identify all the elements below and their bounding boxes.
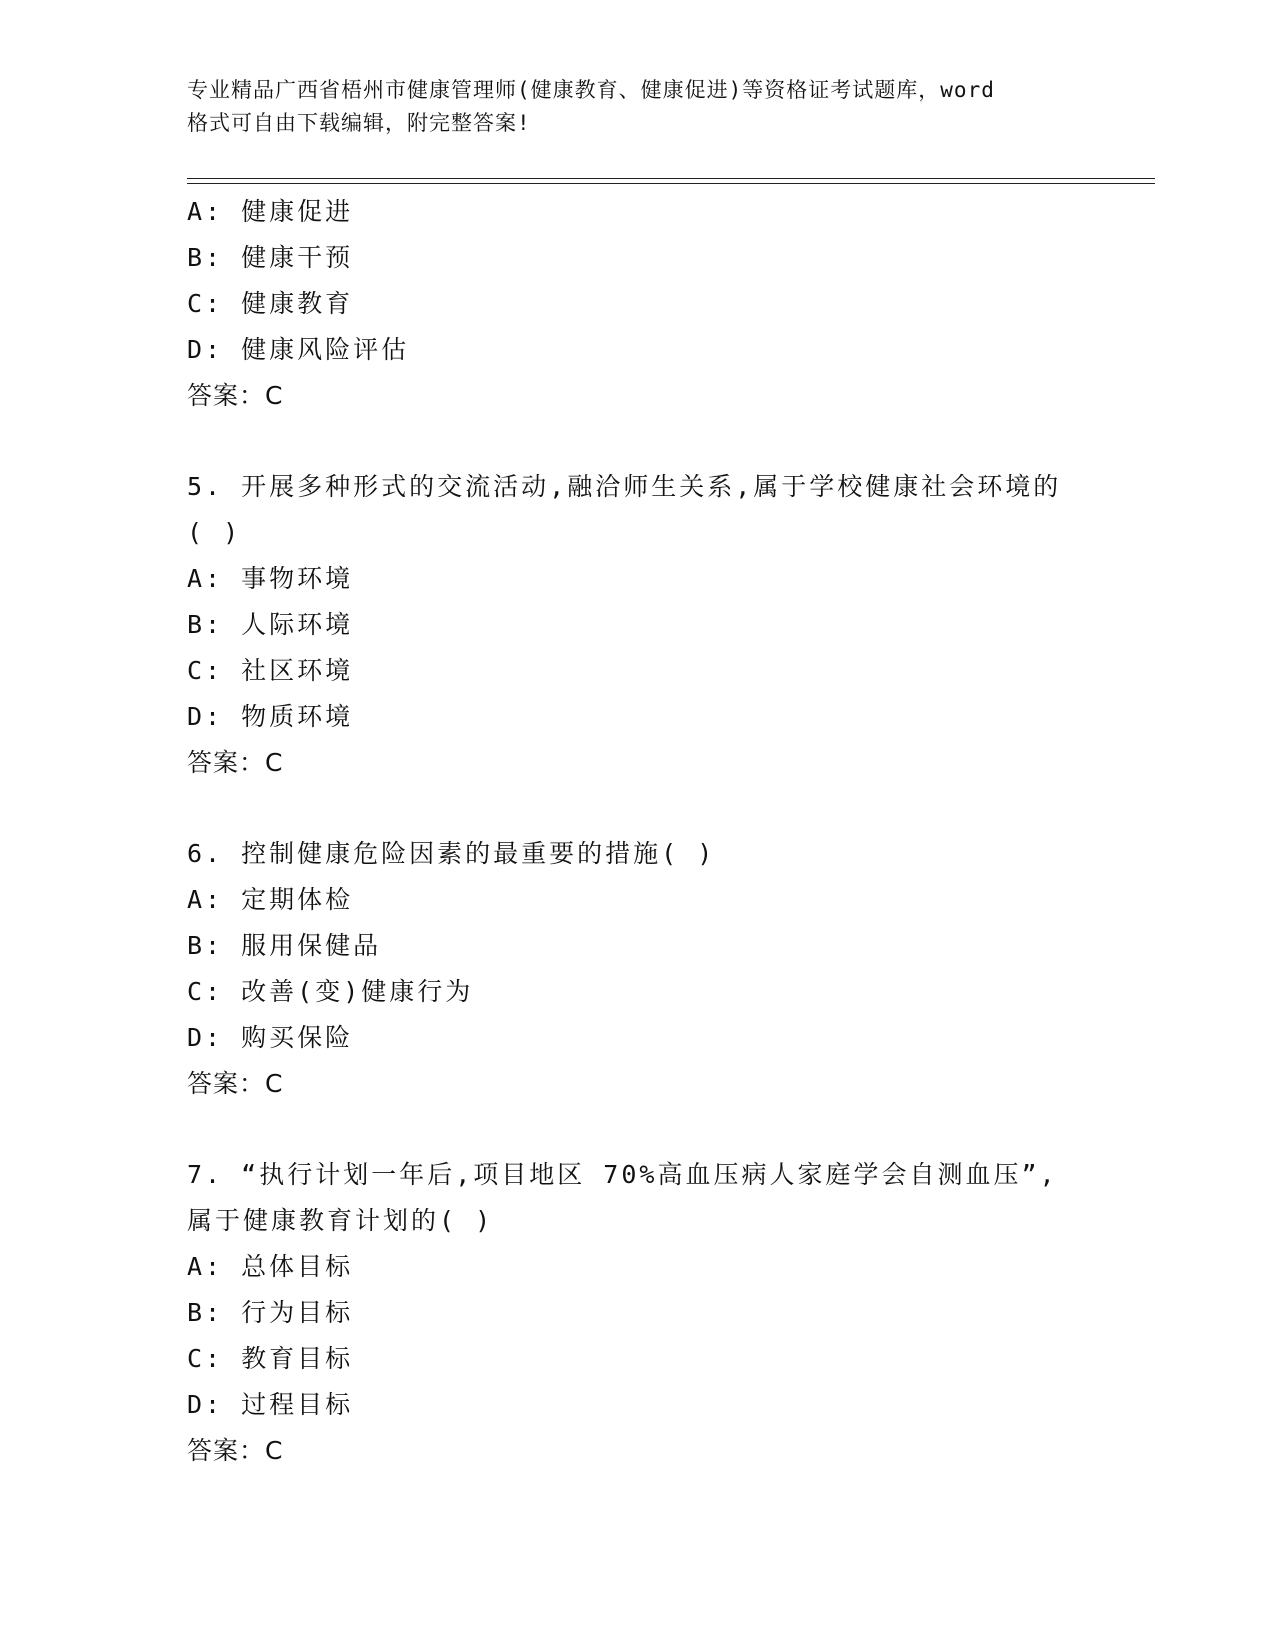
option-a: A: 事物环境 [187,564,354,593]
option-c: C: 健康教育 [187,289,354,318]
header-rule-top [187,178,1155,179]
question-list [187,189,1087,1474]
option-a: A: 健康促进 [187,197,354,226]
question-4 [187,189,1087,419]
answer: 答案：C [187,1436,284,1465]
option-d: D: 购买保险 [187,1023,354,1052]
question-stem: 5. 开展多种形式的交流活动,融洽师生关系,属于学校健康社会环境的 [187,472,1062,501]
option-c: C: 教育目标 [187,1344,354,1373]
answer: 答案：C [187,1069,284,1098]
question-7 [187,1152,1087,1474]
header-rule-bottom [187,183,1155,184]
option-a: A: 总体目标 [187,1252,354,1281]
spacer [187,1107,1087,1152]
option-d: D: 过程目标 [187,1390,354,1419]
question-stem: 6. 控制健康危险因素的最重要的措施( ) [187,839,716,868]
option-b: B: 行为目标 [187,1298,354,1327]
answer: 答案：C [187,381,284,410]
answer: 答案：C [187,748,284,777]
option-c: C: 社区环境 [187,656,354,685]
option-d: D: 物质环境 [187,702,354,731]
header-line-1: 专业精品广西省梧州市健康管理师(健康教育、健康促进)等资格证考试题库，word [187,78,995,102]
question-stem: 7. “执行计划一年后,项目地区 70%高血压病人家庭学会自测血压”, [187,1160,1058,1189]
question-5 [187,464,1087,786]
question-stem-continued: ( ) [187,518,242,547]
spacer [187,786,1087,831]
question-stem-continued: 属于健康教育计划的( ) [187,1206,494,1235]
header-line-2: 格式可自由下载编辑，附完整答案! [187,111,531,135]
option-b: B: 健康干预 [187,243,354,272]
option-b: B: 服用保健品 [187,931,382,960]
option-a: A: 定期体检 [187,885,354,914]
spacer [187,419,1087,464]
option-d: D: 健康风险评估 [187,335,410,364]
document-header [187,74,1087,140]
option-c: C: 改善(变)健康行为 [187,977,474,1006]
option-b: B: 人际环境 [187,610,354,639]
question-6 [187,831,1087,1107]
